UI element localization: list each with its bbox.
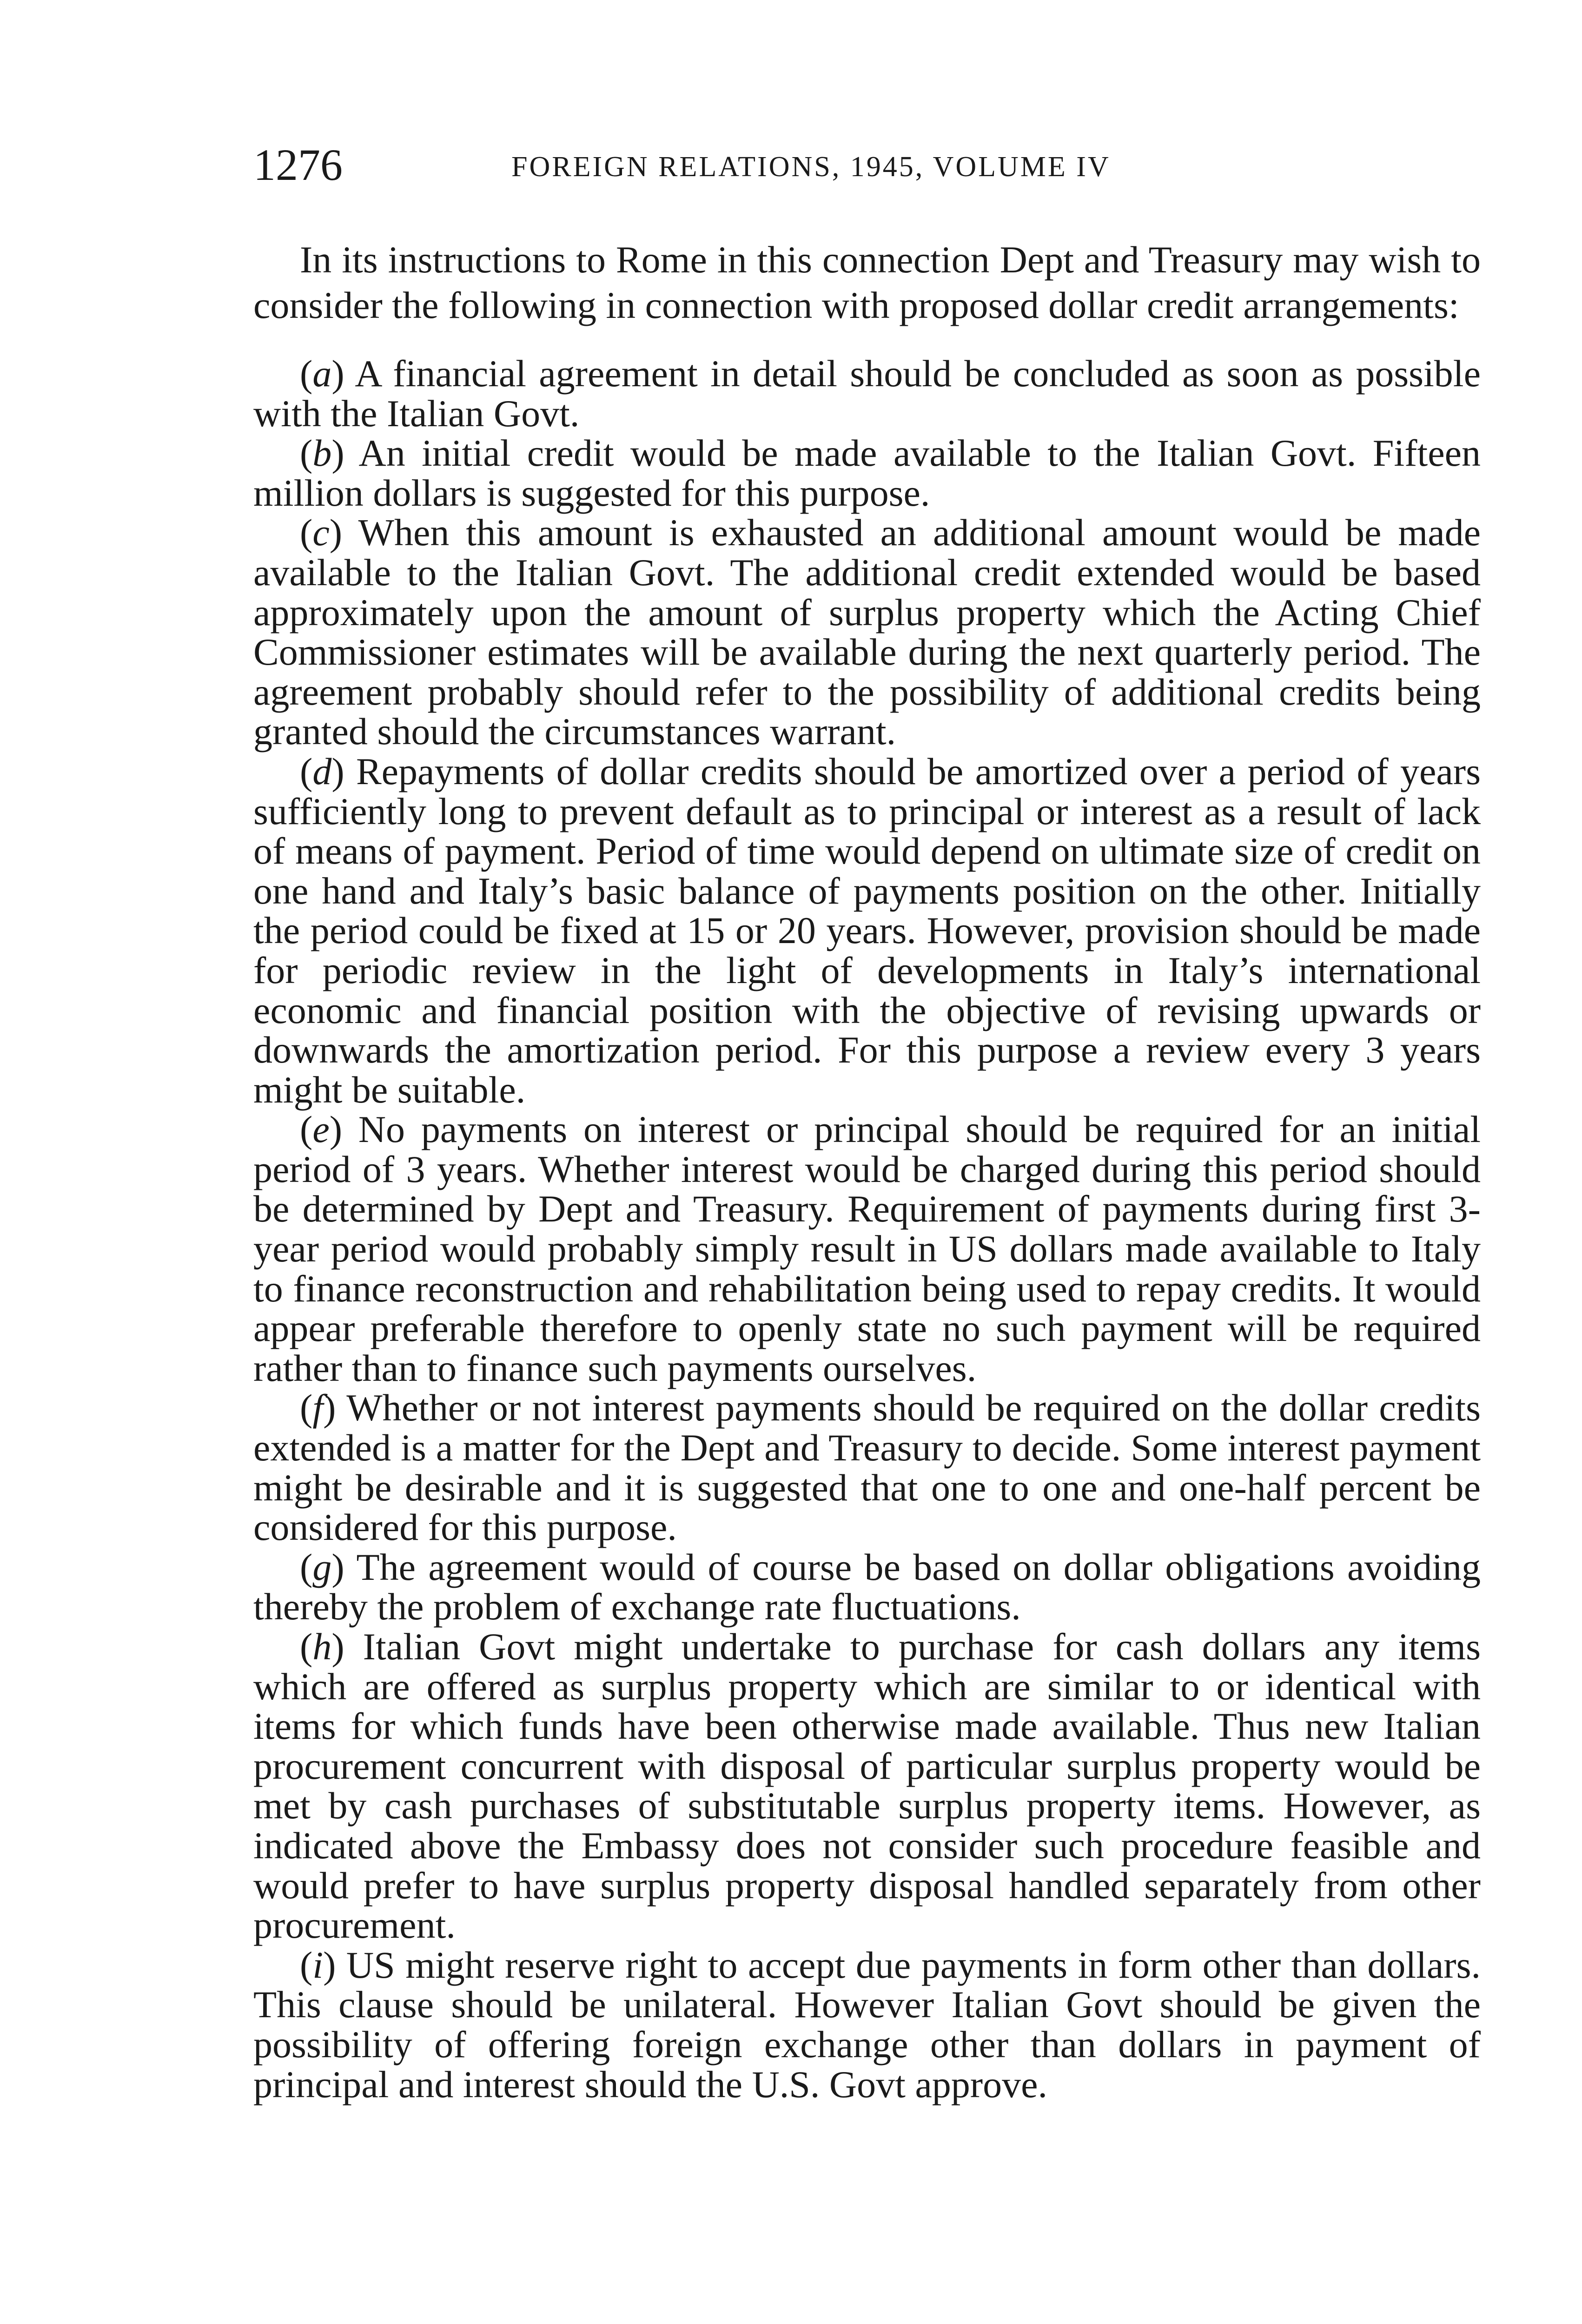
item-letter: b bbox=[312, 432, 332, 475]
list-item bbox=[253, 433, 1481, 513]
body-text bbox=[253, 237, 1481, 2104]
item-letter: h bbox=[312, 1625, 332, 1668]
item-text: When this amount is exhausted an additional amount would be made available to the Italian Govt. The additional credit extended would be based approximately upon the amount of surplus property which the Acting Chief Commissioner estimates will be available during the next quarterly period. The agreement probably should refer to the possibility of additional credits being granted should the circumstances warrant. bbox=[253, 511, 1481, 753]
item-letter: f bbox=[312, 1386, 324, 1429]
list-item bbox=[253, 752, 1481, 1109]
item-text: A financial agreement in detail should be concluded as soon as possible with the Italian Govt. bbox=[253, 352, 1481, 435]
item-marker: (f) bbox=[300, 1386, 347, 1429]
item-text: An initial credit would be made available to the Italian Govt. Fifteen million dollars is suggested for this purpose. bbox=[253, 432, 1481, 514]
item-list bbox=[253, 354, 1481, 2104]
item-marker: (d) bbox=[300, 750, 356, 792]
list-item bbox=[253, 513, 1481, 752]
list-item bbox=[253, 1945, 1481, 2104]
item-text: No payments on interest or principal should be required for an initial period of 3 years. Whether interest would be charged during this period should be determined by Dept and Treasury. Requirement of payments during first 3-year period would probably simply result in US dollars made available to Italy to finance reconstruction and rehabilitation being used to repay credits. It would appear preferable therefore to openly state no such payment will be required rather than to finance such payments ourselves. bbox=[253, 1108, 1481, 1389]
item-letter: e bbox=[312, 1108, 330, 1151]
list-item bbox=[253, 1547, 1481, 1627]
item-marker: (c) bbox=[300, 511, 358, 554]
item-text: US might reserve right to accept due payments in form other than dollars. This clause should be unilateral. However Italian Govt should be given the possibility of offering foreign exchange other than dollars in payment of principal and interest should the U.S. Govt approve. bbox=[253, 1943, 1481, 2106]
item-letter: c bbox=[312, 511, 330, 554]
running-header bbox=[253, 139, 1481, 191]
item-letter: a bbox=[312, 352, 332, 395]
header-title: FOREIGN RELATIONS, 1945, VOLUME IV bbox=[511, 151, 1111, 183]
item-marker: (i) bbox=[300, 1943, 346, 1986]
item-text: The agreement would of course be based on dollar obligations avoiding thereby the problem of exchange rate fluctuations. bbox=[253, 1545, 1481, 1628]
list-item bbox=[253, 1109, 1481, 1388]
item-marker: (g) bbox=[300, 1545, 357, 1588]
item-letter: i bbox=[312, 1943, 324, 1986]
item-letter: d bbox=[312, 750, 332, 792]
item-marker: (h) bbox=[300, 1625, 363, 1668]
list-item bbox=[253, 1627, 1481, 1945]
item-text: Whether or not interest payments should be required on the dollar credits extended is a matter for the Dept and Treasury to decide. Some interest payment might be desirable and it is suggested that one to one and one-half percent be considered for this purpose. bbox=[253, 1386, 1481, 1549]
item-marker: (a) bbox=[300, 352, 355, 395]
item-text: Italian Govt might undertake to purchase for cash dollars any items which are offered as surplus property which are similar to or identical with items for which funds have been otherwise made available. Thus new Italian procurement concurrent with disposal of particular surplus property would be met by cash purchases of substitutable surplus property items. However, as indicated above the Embassy does not consider such procedure feasible and would prefer to have surplus property disposal handled separately from other procurement. bbox=[253, 1625, 1481, 1947]
page-number: 1276 bbox=[253, 140, 343, 190]
item-letter: g bbox=[312, 1545, 332, 1588]
list-item bbox=[253, 1388, 1481, 1547]
list-item bbox=[253, 354, 1481, 433]
item-marker: (b) bbox=[300, 432, 359, 475]
intro-paragraph: In its instructions to Rome in this connection Dept and Treasury may wish to consider the following in connection with proposed dollar credit arrangements: bbox=[253, 238, 1481, 326]
item-text: Repayments of dollar credits should be amortized over a period of years sufficiently long to prevent default as to principal or interest as a result of lack of means of payment. Period of time would depend on ultimate size of credit on one hand and Italy’s basic balance of payments position on the other. Initially the period could be fixed at 15 or 20 years. However, provision should be made for periodic review in the light of developments in Italy’s international economic and financial position with the objective of revising upwards or downwards the amortization period. For this purpose a review every 3 years might be suitable. bbox=[253, 750, 1481, 1111]
item-marker: (e) bbox=[300, 1108, 358, 1151]
